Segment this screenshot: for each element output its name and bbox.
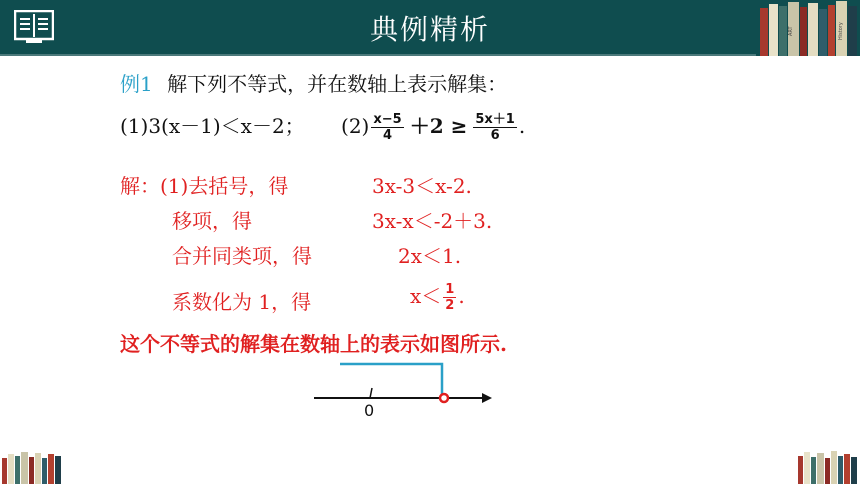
example-label: 例1: [120, 72, 153, 96]
zero-tick: [370, 388, 372, 398]
books-icon: [756, 0, 860, 56]
solution-step-2-expr: 3x-x＜-2＋3.: [372, 209, 493, 233]
example-instruction: 解下列不等式，并在数轴上表示解集：: [167, 72, 508, 96]
solution-conclusion: 这个不等式的解集在数轴上的表示如图所示.: [120, 332, 507, 356]
problem-2-prefix: (2): [341, 114, 370, 138]
open-point: [440, 394, 448, 402]
solution-fraction: $\frac{1}{2}$: [445, 282, 455, 313]
number-line: [300, 350, 510, 430]
problem-2-end: .: [518, 114, 526, 138]
problem-2-fraction-right: $\frac{5x+1}{6}$: [475, 112, 515, 143]
solution-step-1-expr: 3x-3＜x-2.: [372, 174, 472, 198]
number-line-arrow: [482, 393, 492, 403]
book-spine-label: History: [838, 22, 844, 40]
solution-step-3-label: 合并同类项，得: [172, 244, 312, 268]
books-icon: [796, 448, 860, 484]
solution-step-4-label: 系数化为 1，得: [172, 290, 312, 314]
problem-1: (1)3(x－1)＜x－2；: [120, 114, 305, 138]
problem-2-middle: ＋2 ≥: [409, 114, 468, 138]
page-title: 典例精析: [369, 13, 490, 46]
books-icon: [0, 448, 66, 484]
solution-step-2-label: 移项，得: [172, 209, 252, 233]
header-divider: [0, 54, 860, 56]
solution-ray: [340, 364, 442, 396]
book-spine-label: ART: [788, 26, 794, 36]
problem-2-fraction-left: $\frac{x-5}{4}$: [373, 112, 402, 143]
solution-step-1-label: 解：(1)去括号，得: [120, 174, 289, 198]
example-problems: [120, 110, 525, 143]
solution-step-4-expr: x＜ $\frac{1}{2}$ .: [410, 282, 465, 313]
solution-step-3-expr: 2x＜1.: [398, 244, 462, 268]
zero-label: 0: [364, 401, 375, 420]
example-heading: [120, 68, 507, 97]
